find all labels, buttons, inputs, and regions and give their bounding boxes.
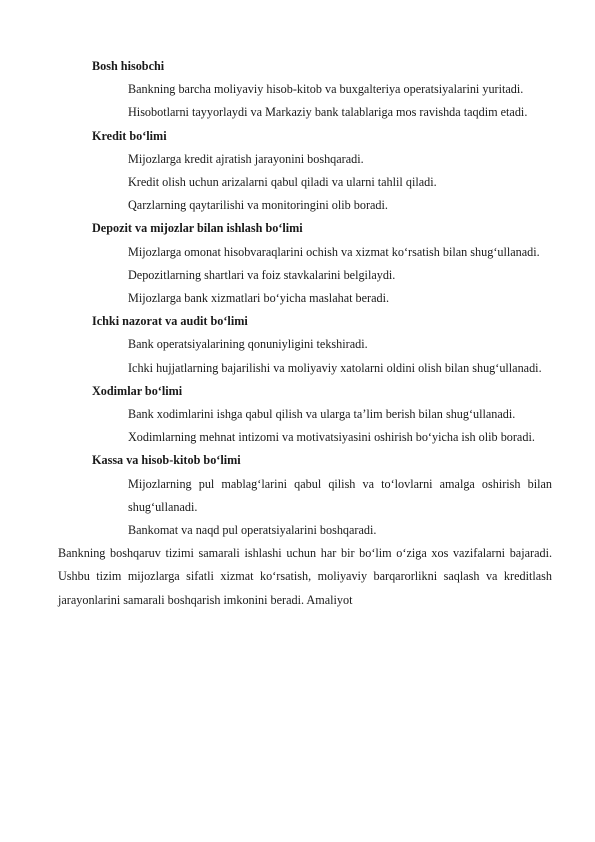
section-title: Bosh hisobchi [92, 59, 165, 73]
section-item: Bank xodimlarini ishga qabul qilish va ularga ta’lim berish bilan shug‘ullanadi. [128, 407, 516, 422]
section-kassa [0, 449, 595, 542]
section-item: Xodimlarning mehnat intizomi va motivatsiyasini oshirish bo‘yicha ish olib boradi. [128, 430, 535, 445]
section-item: Mijozlarga omonat hisobvaraqlarini ochish va xizmat ko‘rsatish bilan shug‘ullanadi. [128, 244, 540, 259]
section-item: Mijozlarning pul mablag‘larini qabul qilish va to‘lovlarni amalga oshirish bilan shug‘ullanadi. [128, 476, 552, 514]
section-title: Ichki nazorat va audit bo‘limi [92, 314, 248, 329]
section-ichki-nazorat [0, 310, 595, 380]
section-kredit [0, 125, 595, 218]
section-item: Bankning barcha moliyaviy hisob-kitob va buxgalteriya operatsiyalarini yuritadi. [128, 82, 524, 97]
section-item: Mijozlarga bank xizmatlari bo‘yicha maslahat beradi. [128, 291, 390, 306]
section-title: Kredit bo‘limi [92, 128, 167, 143]
section-item: Kredit olish uchun arizalarni qabul qiladi va ularni tahlil qiladi. [128, 175, 437, 190]
section-item: Qarzlarning qaytarilishi va monitoringini olib boradi. [128, 198, 388, 213]
section-title: Depozit va mijozlar bilan ishlash bo‘limi [92, 221, 303, 236]
section-item: Mijozlarga kredit ajratish jarayonini boshqaradi. [128, 151, 364, 166]
section-item: Depozitlarning shartlari va foiz stavkalarini belgilaydi. [128, 267, 396, 282]
section-item: Bankomat va naqd pul operatsiyalarini boshqaradi. [128, 523, 377, 538]
section-bosh-hisobchi [0, 55, 595, 125]
closing-paragraph: Bankning boshqaruv tizimi samarali ishlashi uchun har bir bo‘lim o‘ziga xos vazifalarni bajaradi. Ushbu tizim mijozlarga sifatli xizmat ko‘rsatish, moliyaviy barqarorlikni saqlash va kreditlash jarayonlarini samarali boshqarish imkonini beradi. Amaliyot [58, 546, 552, 607]
section-depozit [0, 217, 595, 310]
section-title: Kassa va hisob-kitob bo‘limi [92, 453, 241, 468]
section-item: Ichki hujjatlarning bajarilishi va moliyaviy xatolarni oldini olish bilan shug‘ullanadi. [128, 360, 542, 375]
section-item: Bank operatsiyalarining qonuniyligini tekshiradi. [128, 337, 368, 352]
section-xodimlar [0, 380, 595, 450]
section-title: Xodimlar bo‘limi [92, 383, 183, 398]
section-item: Hisobotlarni tayyorlaydi va Markaziy bank talablariga mos ravishda taqdim etadi. [128, 105, 528, 120]
